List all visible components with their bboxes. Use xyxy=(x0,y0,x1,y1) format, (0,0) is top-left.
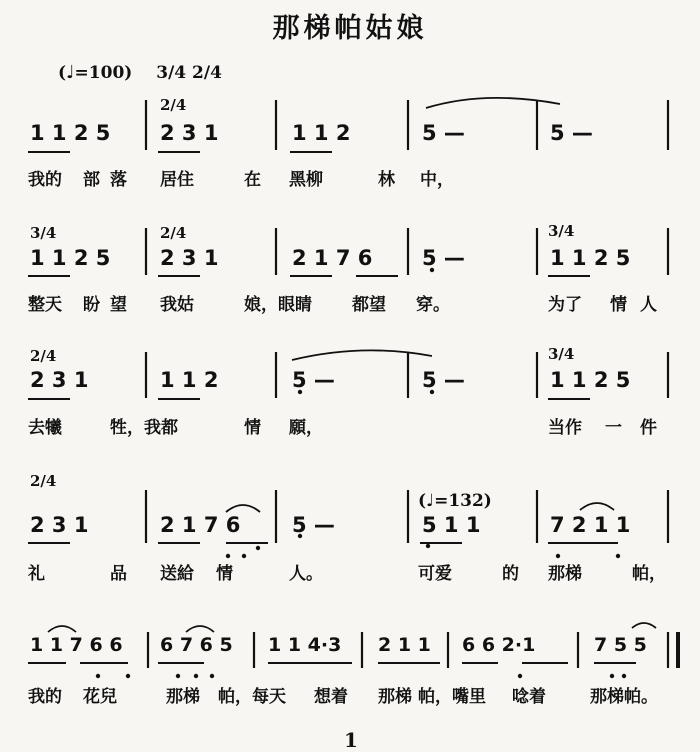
measure: 1 1 2 5 xyxy=(30,121,111,145)
measure: 7 5 5 xyxy=(594,634,647,656)
measure: 2 3 1 xyxy=(30,513,89,537)
lyric: 穿。 xyxy=(416,295,450,315)
measure: 1 1 2 5 xyxy=(550,246,631,270)
lyric: 品 xyxy=(110,564,127,584)
lyric: 可爱 xyxy=(418,564,452,584)
lyric: 一 xyxy=(605,418,622,438)
lyric: 唸着 xyxy=(512,687,546,707)
time-signature: 3/4 xyxy=(548,222,575,240)
measure: 2 3 1 xyxy=(160,246,219,270)
lyric: 情 xyxy=(244,418,261,438)
tempo-value: =132) xyxy=(434,491,492,511)
time-signature: 3/4 xyxy=(548,345,575,363)
octave-dot xyxy=(622,674,626,678)
lyric: 都望 xyxy=(352,295,386,315)
octave-dot xyxy=(256,546,260,550)
measure: 5 — xyxy=(550,121,593,145)
lyric: 帕，每天 xyxy=(218,687,286,707)
meter-list: 3/4 2/4 xyxy=(156,63,222,83)
octave-dot xyxy=(194,674,198,678)
time-signature: 3/4 xyxy=(30,224,57,242)
measure: 1 1 4·3 xyxy=(268,634,342,656)
fermata-arc xyxy=(632,623,656,628)
lyric: 牲，我都 xyxy=(110,418,178,438)
lyric: 居住 xyxy=(160,170,194,190)
lyric: 我姑 xyxy=(160,295,194,315)
time-signature: 2/4 xyxy=(30,472,57,490)
measure: 1 1 2 5 xyxy=(550,368,631,392)
octave-dot xyxy=(610,674,614,678)
lyric: 人 xyxy=(640,295,657,315)
lyric: 为了 xyxy=(548,295,582,315)
lyric: 想着 xyxy=(314,687,348,707)
measure: 5 1 1 xyxy=(422,513,481,537)
tempo-open: ( xyxy=(418,491,427,511)
octave-dot xyxy=(426,544,430,548)
slur-arc xyxy=(580,503,614,510)
lyric: 落 xyxy=(110,170,127,190)
octave-dot xyxy=(126,674,130,678)
octave-dot xyxy=(210,674,214,678)
measure: 5 — xyxy=(292,513,335,537)
lyric: 黑柳 xyxy=(289,170,323,190)
measure: 2 1 1 xyxy=(378,634,431,656)
lyric: 盼 xyxy=(83,295,100,315)
lyric: 人。 xyxy=(289,564,323,584)
lyric: 礼 xyxy=(28,564,45,584)
measure: 6 7 6 5 xyxy=(160,634,233,656)
measure: 2 1 7 6 xyxy=(160,513,241,537)
tempo-value: =100) xyxy=(74,63,133,83)
slur-arc xyxy=(226,505,260,512)
octave-dot xyxy=(518,674,522,678)
lyric: 中， xyxy=(420,170,454,190)
lyric: 那梯帕。 xyxy=(590,687,658,707)
lyric: 林 xyxy=(378,170,395,190)
dot-group xyxy=(96,268,626,678)
lyric: 情 xyxy=(610,295,627,315)
tie-arc xyxy=(292,350,432,360)
measure: 5 — xyxy=(292,368,335,392)
measure: 1 1 2 xyxy=(292,121,351,145)
lyric: 去犧 xyxy=(28,418,62,438)
lyric: 当作 xyxy=(548,418,582,438)
octave-dot xyxy=(176,674,180,678)
lyric: 的 xyxy=(502,564,519,584)
tempo-change xyxy=(418,491,492,511)
octave-dot xyxy=(242,554,246,558)
page-footer-mark: 1 xyxy=(344,728,358,752)
lyric: 娘，眼睛 xyxy=(244,295,312,315)
tie-arc xyxy=(426,98,560,108)
lyric: 那梯 xyxy=(166,687,200,707)
measure: 2 1 7 6 xyxy=(292,246,373,270)
lyric: 帕，嘴里 xyxy=(418,687,486,707)
time-signature: 2/4 xyxy=(30,347,57,365)
lyric: 送給 xyxy=(160,564,194,584)
lyric: 花兒 xyxy=(83,687,117,707)
lyric: 那梯 xyxy=(378,687,412,707)
lyric: 件 xyxy=(640,418,657,438)
slur-arc xyxy=(48,626,76,632)
measure: 1 1 7 6 6 xyxy=(30,634,123,656)
measure: 2 3 1 xyxy=(30,368,89,392)
octave-dot xyxy=(556,554,560,558)
tempo-open: ( xyxy=(58,63,67,83)
lyric: 部 xyxy=(83,170,100,190)
lyric: 帕， xyxy=(632,564,666,584)
measure: 1 1 2 xyxy=(160,368,219,392)
lyric: 我的 xyxy=(28,170,62,190)
lyric: 那梯 xyxy=(548,564,582,584)
measure: 7 2 1 1 xyxy=(550,513,631,537)
song-title: 那梯帕姑娘 xyxy=(272,13,428,44)
octave-dot xyxy=(96,674,100,678)
lyric: 我的 xyxy=(28,687,62,707)
measure: 5 — xyxy=(422,121,465,145)
quarter-note-icon: ♩ xyxy=(66,62,75,83)
lyric: 整天 xyxy=(28,295,62,315)
lyric: 願， xyxy=(289,418,323,438)
quarter-note-icon: ♩ xyxy=(426,491,435,511)
lyric: 望 xyxy=(110,295,127,315)
octave-dot xyxy=(226,554,230,558)
measure: 2 3 1 xyxy=(160,121,219,145)
time-signature: 2/4 xyxy=(160,96,187,114)
time-signature: 2/4 xyxy=(160,224,187,242)
octave-dot xyxy=(616,554,620,558)
measure: 1 1 2 5 xyxy=(30,246,111,270)
measure: 5 — xyxy=(422,368,465,392)
measure: 5 — xyxy=(422,246,465,270)
measure: 6 6 2·1 xyxy=(462,634,536,656)
slur-arc xyxy=(186,626,214,632)
lyric: 在 xyxy=(244,170,261,190)
lyric: 情 xyxy=(216,564,233,584)
